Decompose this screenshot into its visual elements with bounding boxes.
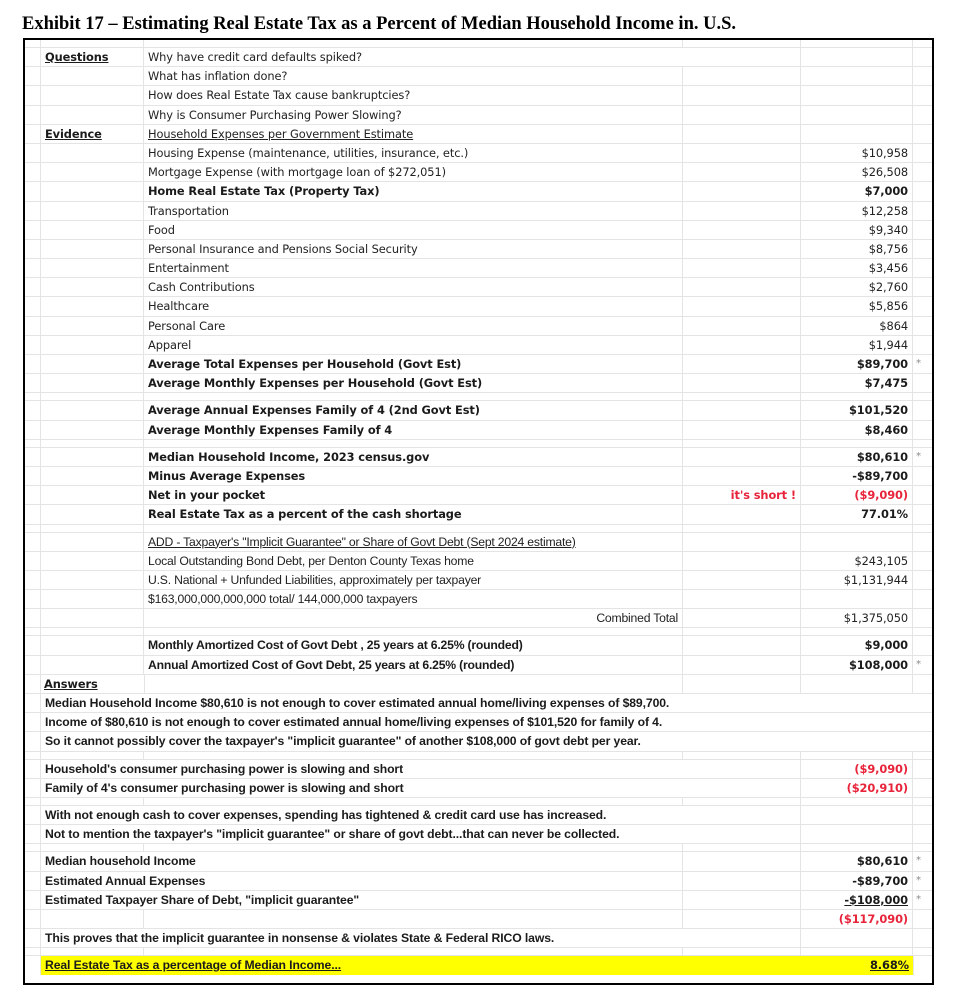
family-monthly-value: $8,460 (864, 422, 908, 437)
asterisk-mark: * (916, 874, 921, 886)
expense-value: $3,456 (868, 261, 908, 276)
evidence-heading-row (25, 125, 932, 144)
annual-amortized-value: $108,000 (848, 657, 908, 672)
monthly-amortized-label: Monthly Amortized Cost of Govt Debt , 25 years at 6.25% (rounded) (148, 638, 523, 653)
question-row (25, 67, 932, 86)
question-text: How does Real Estate Tax cause bankruptcies? (148, 88, 411, 103)
combined-total-label: Combined Total (596, 611, 678, 626)
asterisk-mark: * (916, 855, 921, 867)
expense-label: Personal Care (148, 318, 226, 333)
answer-line: So it cannot possibly cover the taxpayer's "implicit guarantee" of another $108,000 of govt debt per year. (45, 734, 641, 749)
family-annual-label: Average Annual Expenses Family of 4 (2nd Govt Est) (148, 403, 480, 418)
question-text: Why is Consumer Purchasing Power Slowing? (148, 107, 402, 122)
national-debt-label: U.S. National + Unfunded Liabilities, approximately per taxpayer (148, 572, 482, 587)
family-monthly-label: Average Monthly Expenses Family of 4 (148, 422, 393, 437)
household-short-row (25, 760, 932, 779)
net-pocket-row (25, 486, 932, 505)
tax-percent-shortage-row (25, 505, 932, 524)
property-tax-label: Home Real Estate Tax (Property Tax) (148, 184, 380, 199)
expense-label: Food (148, 222, 175, 237)
expense-value: $9,340 (868, 222, 908, 237)
spacer-row (25, 40, 932, 48)
expense-value: $1,944 (868, 337, 908, 352)
household-short-label: Household's consumer purchasing power is slowing and short (45, 761, 404, 776)
answer-line-row (25, 732, 932, 751)
expense-row (25, 144, 932, 163)
annual-amortized-label: Annual Amortized Cost of Govt Debt, 25 years at 6.25% (rounded) (148, 657, 515, 672)
summary-value: -$108,000 (844, 892, 908, 907)
answers-heading-row (25, 675, 932, 694)
total-monthly-label: Average Monthly Expenses per Household (Govt Est) (148, 376, 483, 391)
credit-line: With not enough cash to cover expenses, spending has tightened & credit card use has increased. (45, 807, 607, 822)
expense-value: $2,760 (868, 280, 908, 295)
answers-label: Answers (44, 676, 98, 691)
expense-label: Apparel (148, 337, 192, 352)
expense-label: Mortgage Expense (with mortgage loan of $272,051) (148, 165, 446, 180)
expense-value: $8,756 (868, 241, 908, 256)
summary-total-row (25, 910, 932, 929)
asterisk-mark: * (916, 893, 921, 905)
evidence-label: Evidence (45, 126, 102, 141)
annual-amortized-row (25, 656, 932, 675)
total-monthly-row (25, 374, 932, 393)
asterisk-mark: * (916, 358, 921, 369)
summary-total-value: ($117,090) (838, 911, 908, 926)
expense-row (25, 317, 932, 336)
credit-line-row (25, 825, 932, 844)
expense-row (25, 336, 932, 355)
tax-percent-shortage-value: 77.01% (861, 507, 908, 522)
asterisk-mark: * (916, 450, 921, 462)
spacer-row (25, 844, 932, 852)
spacer-row (25, 393, 932, 401)
question-row (25, 106, 932, 125)
asterisk-mark: * (916, 658, 921, 670)
credit-line: Not to mention the taxpayer's "implicit guarantee" or share of govt debt...that can never be collected. (45, 827, 620, 842)
rico-row (25, 929, 932, 948)
local-debt-label: Local Outstanding Bond Debt, per Denton County Texas home (148, 553, 474, 568)
its-short-note: it's short ! (730, 488, 796, 503)
expense-label: Healthcare (148, 299, 210, 314)
exhibit-title: Exhibit 17 – Estimating Real Estate Tax as a Percent of Median Household Income in. U.S. (22, 14, 737, 34)
expense-value: $10,958 (861, 145, 908, 160)
rico-line: This proves that the implicit guarantee in nonsense & violates State & Federal RICO laws. (45, 931, 555, 946)
median-income-label: Median Household Income, 2023 census.gov (148, 449, 430, 464)
expense-label: Transportation (148, 203, 229, 218)
net-pocket-label: Net in your pocket (148, 488, 265, 503)
expense-value: $12,258 (861, 203, 908, 218)
monthly-amortized-row (25, 636, 932, 655)
local-debt-value: $243,105 (854, 553, 908, 568)
final-result-label: Real Estate Tax as a percentage of Median Income... (45, 958, 342, 973)
expense-row (25, 278, 932, 297)
answer-line-row (25, 713, 932, 732)
summary-label: Estimated Annual Expenses (45, 873, 206, 888)
net-pocket-value: ($9,090) (854, 488, 908, 503)
family-annual-value: $101,520 (848, 403, 908, 418)
question-text: What has inflation done? (148, 69, 288, 84)
spacer-row (25, 798, 932, 806)
summary-row (25, 852, 932, 871)
tax-percent-shortage-label: Real Estate Tax as a percent of the cash shortage (148, 507, 462, 522)
question-text: Why have credit card defaults spiked? (148, 50, 362, 64)
expense-row (25, 221, 932, 240)
expense-label: Housing Expense (maintenance, utilities, insurance, etc.) (148, 145, 469, 160)
expense-row (25, 163, 932, 182)
expense-value: $26,508 (861, 165, 908, 180)
summary-value: -$89,700 (852, 873, 908, 888)
question-row (25, 86, 932, 105)
questions-label: Questions (45, 50, 109, 64)
final-result-row (25, 956, 932, 975)
evidence-heading: Household Expenses per Government Estimate (148, 126, 414, 141)
summary-row (25, 891, 932, 910)
total-annual-value: $89,700 (856, 357, 908, 371)
family-short-row (25, 779, 932, 798)
combined-total-row (25, 609, 932, 628)
local-debt-row (25, 552, 932, 571)
summary-value: $80,610 (856, 854, 908, 869)
summary-row (25, 872, 932, 891)
national-debt-row (25, 571, 932, 590)
family-short-label: Family of 4's consumer purchasing power is slowing and short (45, 780, 404, 795)
property-tax-value: $7,000 (864, 184, 908, 199)
answer-line: Median Household Income $80,610 is not enough to cover estimated annual home/living expenses of $89,700. (45, 696, 670, 710)
expense-row (25, 240, 932, 259)
national-calc: $163,000,000,000,000 total/ 144,000,000 taxpayers (148, 592, 418, 607)
minus-expenses-value: -$89,700 (852, 468, 908, 483)
expense-value: $5,856 (868, 299, 908, 314)
answer-line: Income of $80,610 is not enough to cover estimated annual home/living expenses of $101,520 for family of 4. (45, 715, 663, 730)
expense-row (25, 182, 932, 201)
final-result-value: 8.68% (869, 958, 909, 973)
family-monthly-row (25, 421, 932, 440)
spreadsheet (23, 38, 934, 985)
spacer-row (25, 525, 932, 533)
spacer-row (25, 948, 932, 956)
expense-label: Cash Contributions (148, 280, 255, 295)
household-short-value: ($9,090) (854, 761, 908, 776)
expense-label: Entertainment (148, 261, 229, 276)
monthly-amortized-value: $9,000 (864, 638, 908, 653)
expense-label: Personal Insurance and Pensions Social Security (148, 241, 418, 256)
expense-row (25, 202, 932, 221)
minus-expenses-row (25, 467, 932, 486)
debt-heading-row (25, 533, 932, 552)
debt-heading: ADD - Taxpayer's "Implicit Guarantee" or Share of Govt Debt (Sept 2024 estimate) (148, 534, 576, 549)
median-income-row (25, 448, 932, 467)
family-annual-row (25, 401, 932, 420)
minus-expenses-label: Minus Average Expenses (148, 468, 306, 483)
expense-row (25, 297, 932, 316)
total-monthly-value: $7,475 (864, 376, 908, 391)
family-short-value: ($20,910) (846, 780, 908, 795)
answer-line-row (25, 694, 932, 713)
combined-total-value: $1,375,050 (843, 611, 908, 626)
credit-line-row (25, 806, 932, 825)
national-debt-value: $1,131,944 (843, 572, 908, 587)
summary-label: Median household Income (45, 854, 196, 869)
total-annual-row (25, 355, 932, 374)
spacer-row (25, 752, 932, 760)
spacer-row (25, 440, 932, 448)
spacer-row (25, 628, 932, 636)
national-calc-row (25, 590, 932, 609)
median-income-value: $80,610 (856, 449, 908, 464)
question-row (25, 48, 932, 67)
summary-label: Estimated Taxpayer Share of Debt, "implicit guarantee" (45, 892, 360, 907)
expense-value: $864 (879, 318, 908, 333)
total-annual-label: Average Total Expenses per Household (Govt Est) (148, 357, 462, 371)
expense-row (25, 259, 932, 278)
